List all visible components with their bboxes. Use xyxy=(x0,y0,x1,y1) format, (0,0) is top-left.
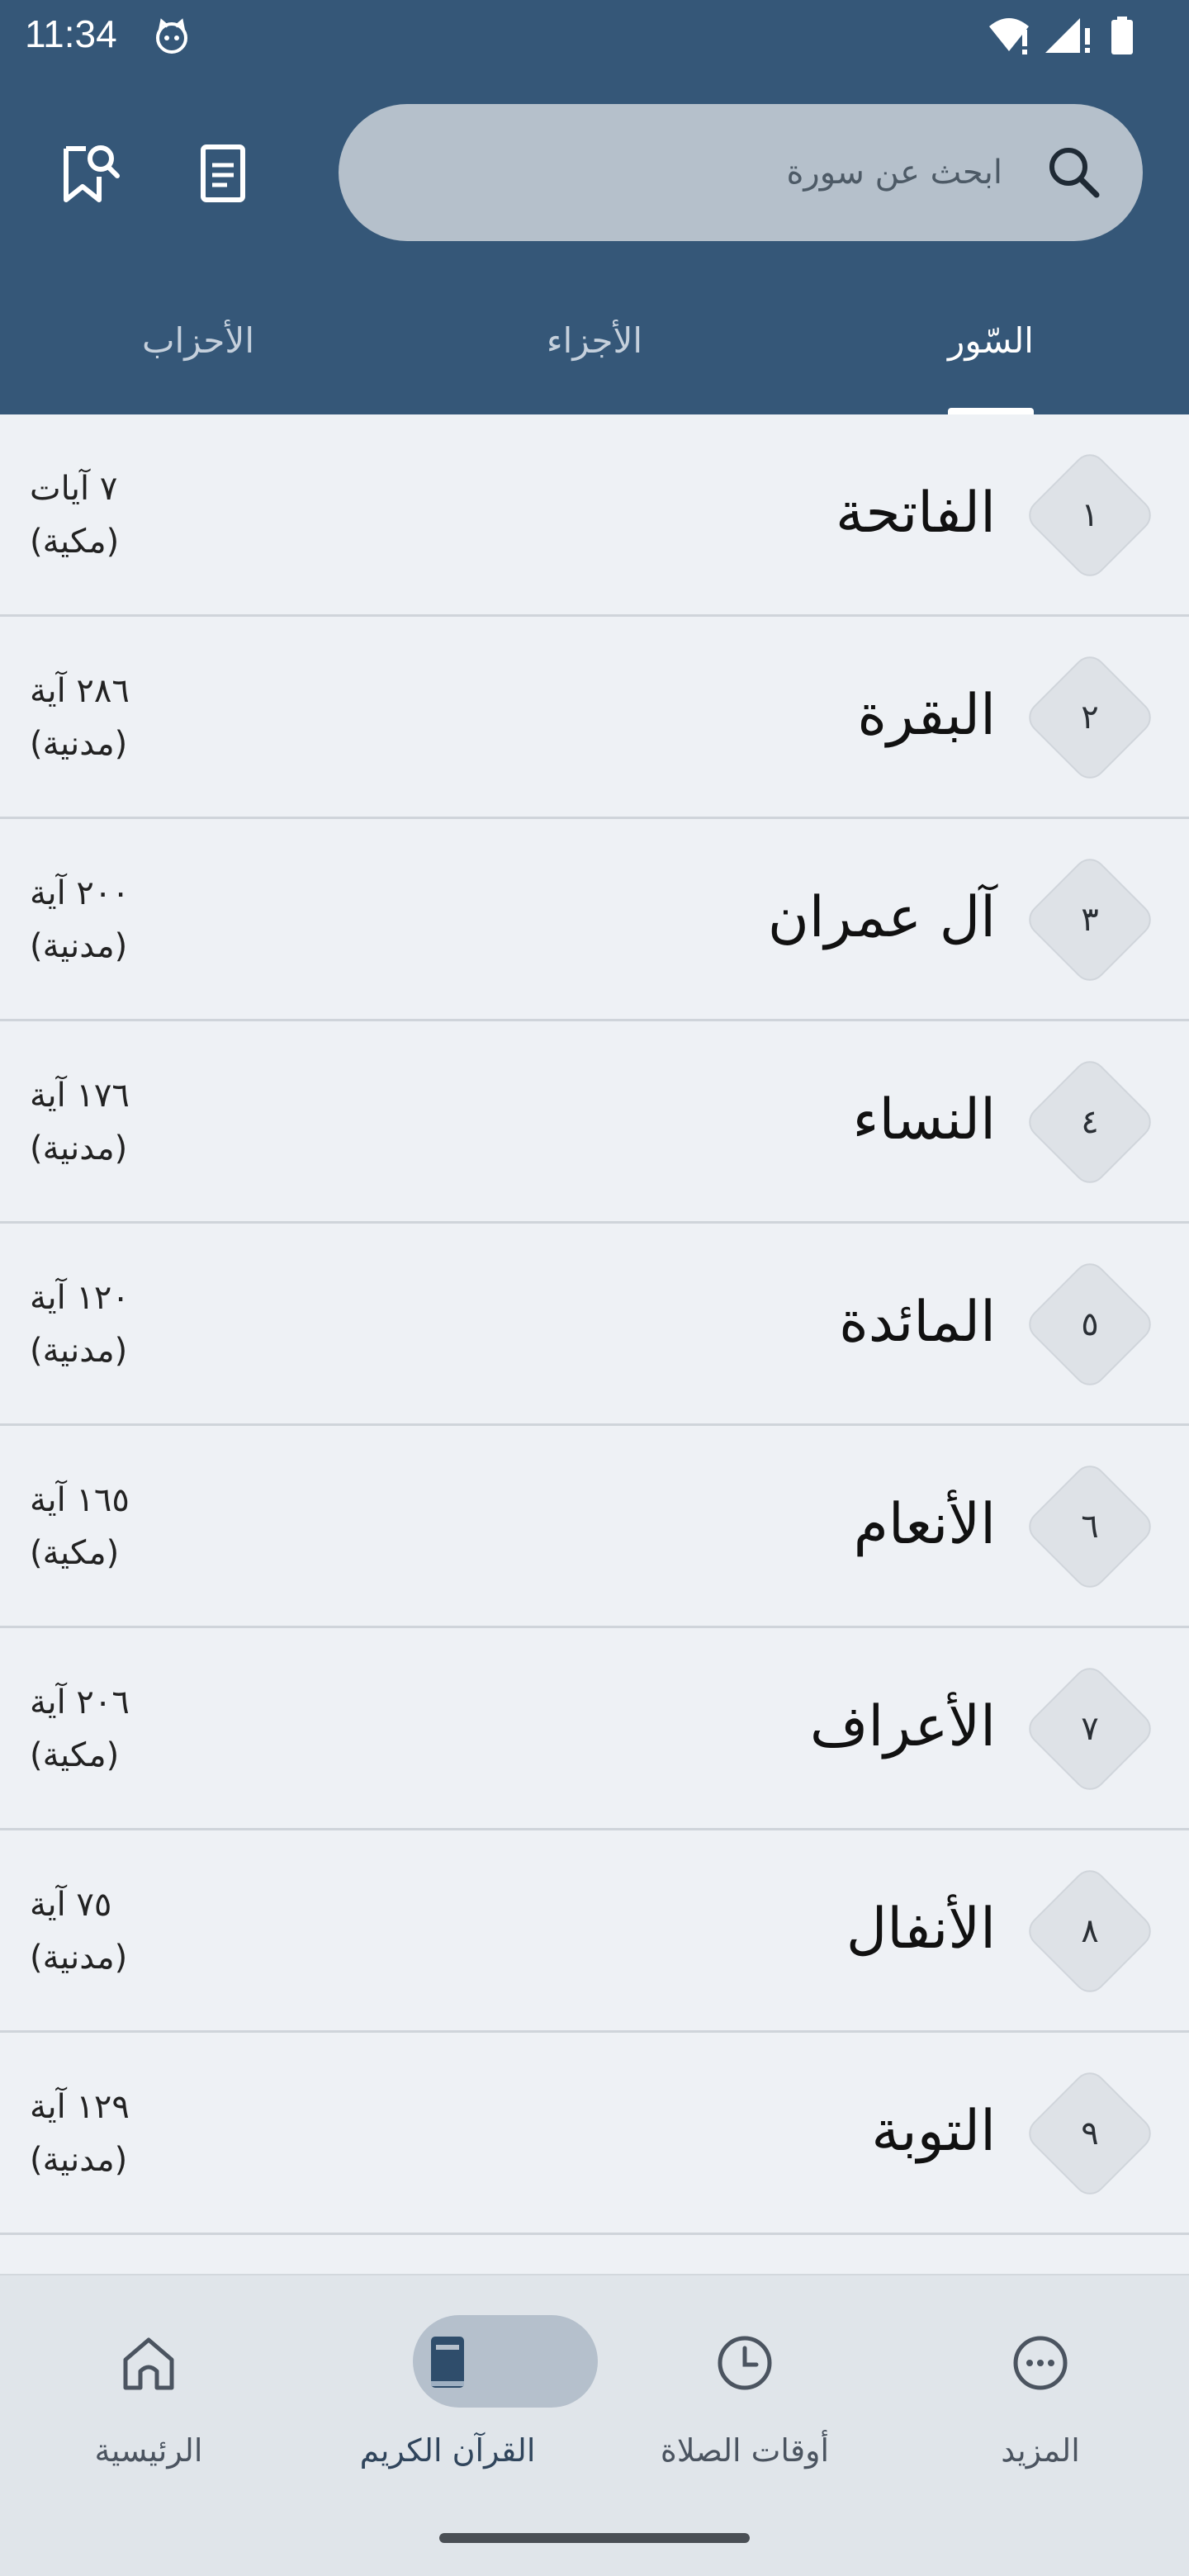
surah-meta xyxy=(30,462,244,568)
revelation-type: (مدنية) xyxy=(30,725,128,763)
surah-name: الفاتحة xyxy=(835,481,996,546)
tab-ajza[interactable]: الأجزاء xyxy=(546,320,643,361)
surah-row[interactable] xyxy=(0,1224,1189,1426)
document-icon[interactable] xyxy=(190,140,256,206)
bookmark-search-icon[interactable] xyxy=(54,140,121,206)
surah-name: آل عمران xyxy=(767,885,996,950)
revelation-type: (مدنية) xyxy=(30,1129,128,1167)
surah-name: المائدة xyxy=(839,1290,996,1355)
tab-ahzab[interactable]: الأحزاب xyxy=(142,320,254,361)
surah-meta xyxy=(30,2081,244,2186)
nav-label-prayer[interactable]: أوقات الصلاة xyxy=(660,2432,830,2469)
verse-count: ١٢٠ آية xyxy=(30,1279,130,1317)
surah-meta xyxy=(30,1069,244,1175)
verse-count: ٢٠٦ آية xyxy=(30,1683,130,1721)
surah-name: الأعراف xyxy=(809,1694,996,1759)
verse-count: ٧٥ آية xyxy=(30,1886,112,1924)
search-bar[interactable] xyxy=(339,104,1143,241)
surah-name: النساء xyxy=(852,1087,996,1153)
search-icon[interactable] xyxy=(1044,142,1103,201)
surah-meta xyxy=(30,1271,244,1377)
surah-row[interactable] xyxy=(0,1021,1189,1224)
surah-name: البقرة xyxy=(857,683,996,748)
revelation-type: (مكية) xyxy=(30,1736,120,1774)
revelation-type: (مكية) xyxy=(30,1534,120,1572)
battery-icon xyxy=(1111,17,1133,54)
surah-number: ٢ xyxy=(1081,698,1099,736)
search-input[interactable] xyxy=(490,140,1002,205)
active-tab-indicator xyxy=(948,408,1034,414)
surah-row[interactable] xyxy=(0,1426,1189,1628)
surah-name: الأنفال xyxy=(846,1896,996,1962)
surah-number: ٣ xyxy=(1081,901,1099,939)
clock-icon[interactable] xyxy=(712,2330,778,2396)
tab-suwar[interactable]: السّور xyxy=(948,320,1034,361)
surah-row[interactable] xyxy=(0,1628,1189,1830)
surah-number: ٥ xyxy=(1081,1305,1099,1343)
surah-number: ٦ xyxy=(1081,1508,1099,1546)
verse-count: ١٢٩ آية xyxy=(30,2088,130,2126)
signal-icon xyxy=(1045,18,1080,53)
surah-name: الأنعام xyxy=(853,1492,996,1557)
surah-row[interactable] xyxy=(0,819,1189,1021)
cat-icon xyxy=(154,18,190,54)
home-icon[interactable] xyxy=(116,2330,182,2396)
surah-number: ٤ xyxy=(1081,1103,1099,1141)
surah-row[interactable] xyxy=(0,2033,1189,2235)
bottom-navigation xyxy=(0,2274,1189,2576)
revelation-type: (مدنية) xyxy=(30,2141,128,2179)
surah-meta xyxy=(30,1676,244,1782)
nav-label-more[interactable]: المزيد xyxy=(1001,2432,1080,2469)
nav-label-home[interactable]: الرئيسية xyxy=(94,2432,203,2469)
surah-meta xyxy=(30,867,244,973)
nav-label-quran[interactable]: القرآن الكريم xyxy=(359,2432,536,2469)
surah-meta xyxy=(30,1474,244,1579)
surah-number: ٨ xyxy=(1081,1912,1099,1950)
app-header xyxy=(0,0,1189,414)
surah-row[interactable] xyxy=(0,1830,1189,2033)
verse-count: ١٧٦ آية xyxy=(30,1077,130,1115)
verse-count: ٢٨٦ آية xyxy=(30,672,130,710)
tab-bar xyxy=(0,305,1189,414)
revelation-type: (مدنية) xyxy=(30,927,128,965)
status-time: 11:34 xyxy=(25,12,117,55)
status-bar xyxy=(0,0,1189,71)
number-badge xyxy=(1022,2268,1158,2274)
surah-row-partial[interactable] xyxy=(0,2235,1189,2274)
more-icon[interactable] xyxy=(1007,2330,1073,2396)
verse-count: ١٦٥ آية xyxy=(30,1481,130,1519)
surah-number: ١ xyxy=(1081,496,1099,534)
revelation-type: (مدنية) xyxy=(30,1939,128,1977)
home-indicator[interactable] xyxy=(439,2533,750,2543)
quran-book-icon[interactable] xyxy=(414,2330,481,2396)
surah-number: ٧ xyxy=(1081,1710,1099,1748)
surah-row[interactable] xyxy=(0,617,1189,819)
status-icons xyxy=(988,15,1161,58)
surah-meta xyxy=(30,665,244,770)
revelation-type: (مكية) xyxy=(30,523,120,561)
surah-row[interactable] xyxy=(0,414,1189,617)
revelation-type: (مدنية) xyxy=(30,1332,128,1370)
surah-list xyxy=(0,414,1189,2274)
surah-meta xyxy=(30,1878,244,1984)
verse-count: ٧ آيات xyxy=(30,470,118,508)
surah-number: ٩ xyxy=(1081,2114,1099,2152)
verse-count: ٢٠٠ آية xyxy=(30,874,130,912)
surah-name: التوبة xyxy=(871,2099,996,2164)
